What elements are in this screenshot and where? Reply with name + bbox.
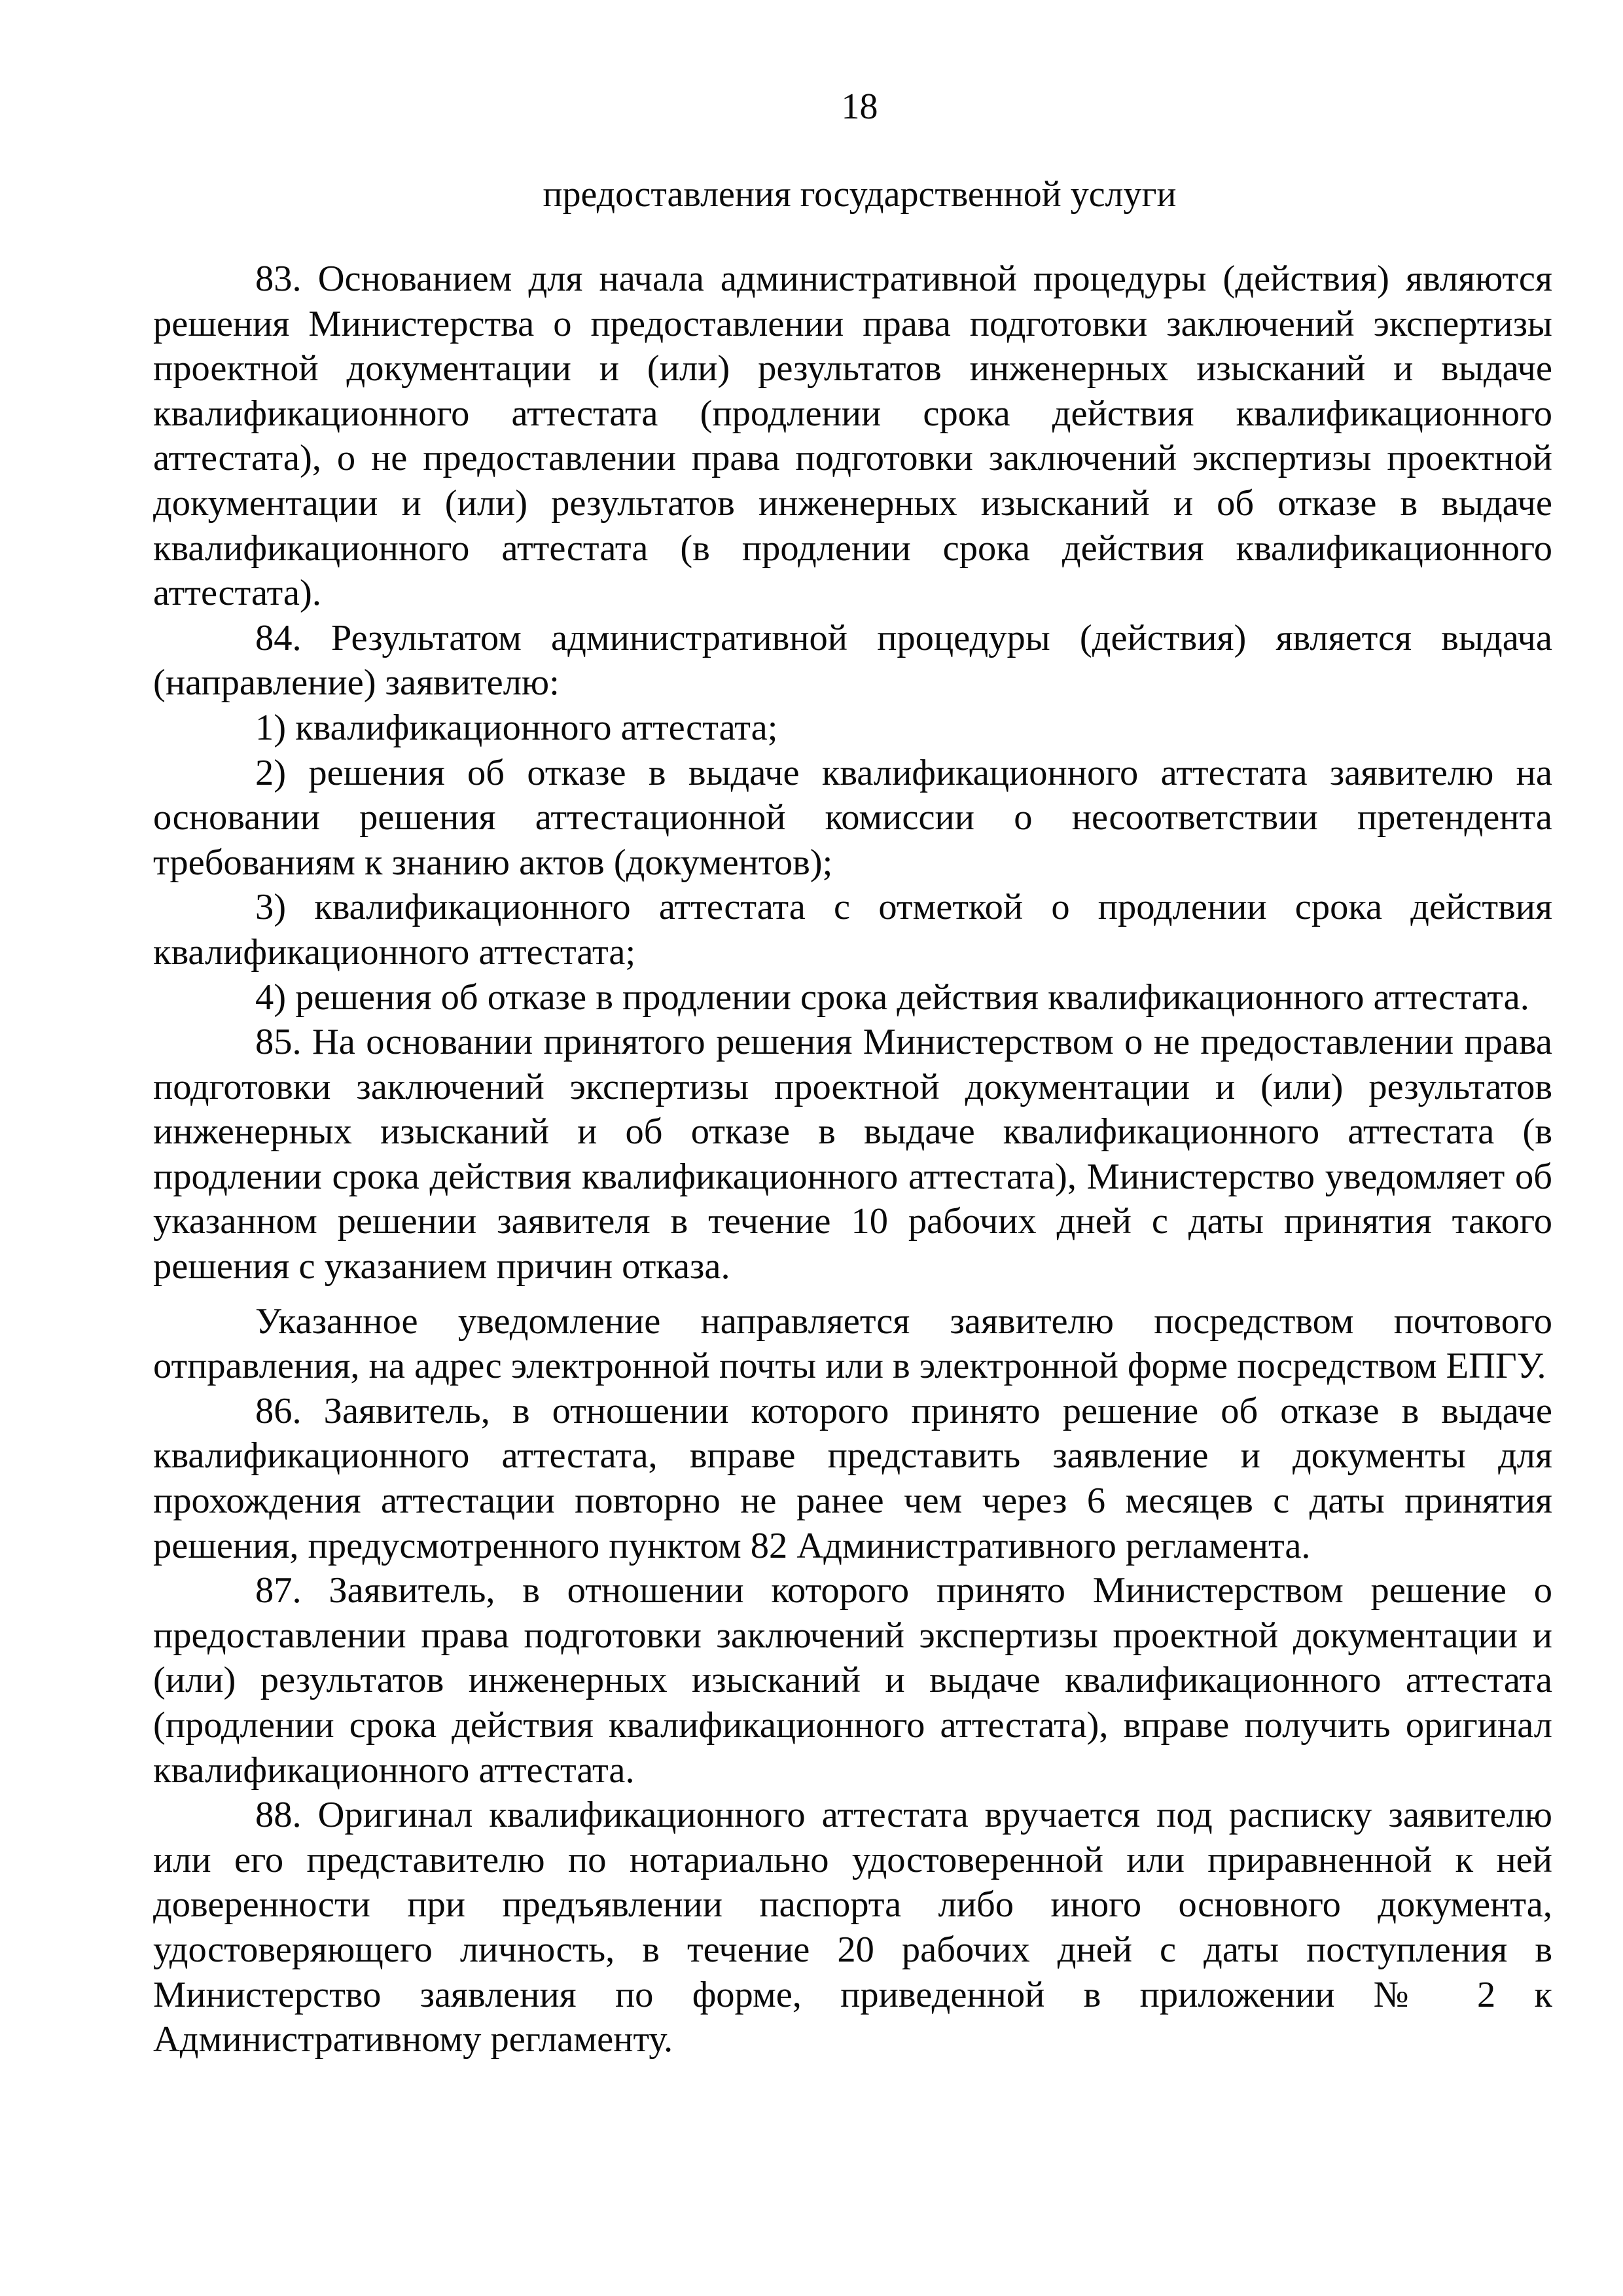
- paragraph-86: 86. Заявитель, в отношении которого принято решение об отказе в выдаче квалификационного аттестата, вправе представить заявление и документы для прохождения аттестации повторно не ранее чем через 6 месяцев с даты принятия решения, предусмотренного пунктом 82 Административного регламента.: [153, 1390, 1552, 1566]
- paragraph-84: 84. Результатом административной процедуры (действия) является выдача (направление) заявителю:: [153, 617, 1552, 704]
- list-item-4: 4) решения об отказе в продлении срока действия квалификационного аттестата.: [255, 977, 1529, 1018]
- paragraph-85: 85. На основании принятого решения Министерством о не предоставлении права подготовки заключений экспертизы проектной документации и (или) результатов инженерных изысканий и об отказе в выдаче квалификационного аттестата (в продлении срока действия квалификационного аттестата), Министерство уведомляет об указанном решении заявителя в течение 10 рабочих дней с даты принятия такого решения с указанием причин отказа.: [153, 1022, 1552, 1287]
- page-number: 18: [841, 86, 878, 127]
- list-item-3: 3) квалификационного аттестата с отметкой о продлении срока действия квалификационного аттестата;: [153, 887, 1552, 973]
- paragraph-83: 83. Основанием для начала административной процедуры (действия) являются решения Министерства о предоставлении права подготовки заключений экспертизы проектной документации и (или) результатов инженерных изысканий и выдаче квалификационного аттестата (продлении срока действия квалификационного аттестата), о не предоставлении права подготовки заключений экспертизы проектной документации и (или) результатов инженерных изысканий и об отказе в выдаче квалификационного аттестата (в продлении срока действия квалификационного аттестата).: [153, 259, 1552, 614]
- paragraph-87: 87. Заявитель, в отношении которого принято Министерством решение о предоставлении права подготовки заключений экспертизы проектной документации и (или) результатов инженерных изысканий и выдаче квалификационного аттестата (продлении срока действия квалификационного аттестата), вправе получить оригинал квалификационного аттестата.: [153, 1570, 1552, 1791]
- document-body: [153, 257, 1552, 2062]
- section-heading: предоставления государственной услуги: [543, 174, 1177, 215]
- paragraph-notice: Указанное уведомление направляется заявителю посредством почтового отправления, на адрес электронной почты или в электронной форме посредством ЕПГУ.: [153, 1300, 1552, 1387]
- list-item-2: 2) решения об отказе в выдаче квалификационного аттестата заявителю на основании решения аттестационной комиссии о несоответствии претендента требованиям к знанию актов (документов);: [153, 752, 1552, 883]
- list-item-1: 1) квалификационного аттестата;: [255, 707, 778, 748]
- paragraph-88: 88. Оригинал квалификационного аттестата вручается под расписку заявителю или его представителю по нотариально удостоверенной или приравненной к ней доверенности при предъявлении паспорта либо иного основного документа, удостоверяющего личность, в течение 20 рабочих дней с даты поступления в Министерство заявления по форме, приведенной в приложении № 2 к Административному регламенту.: [153, 1795, 1552, 2060]
